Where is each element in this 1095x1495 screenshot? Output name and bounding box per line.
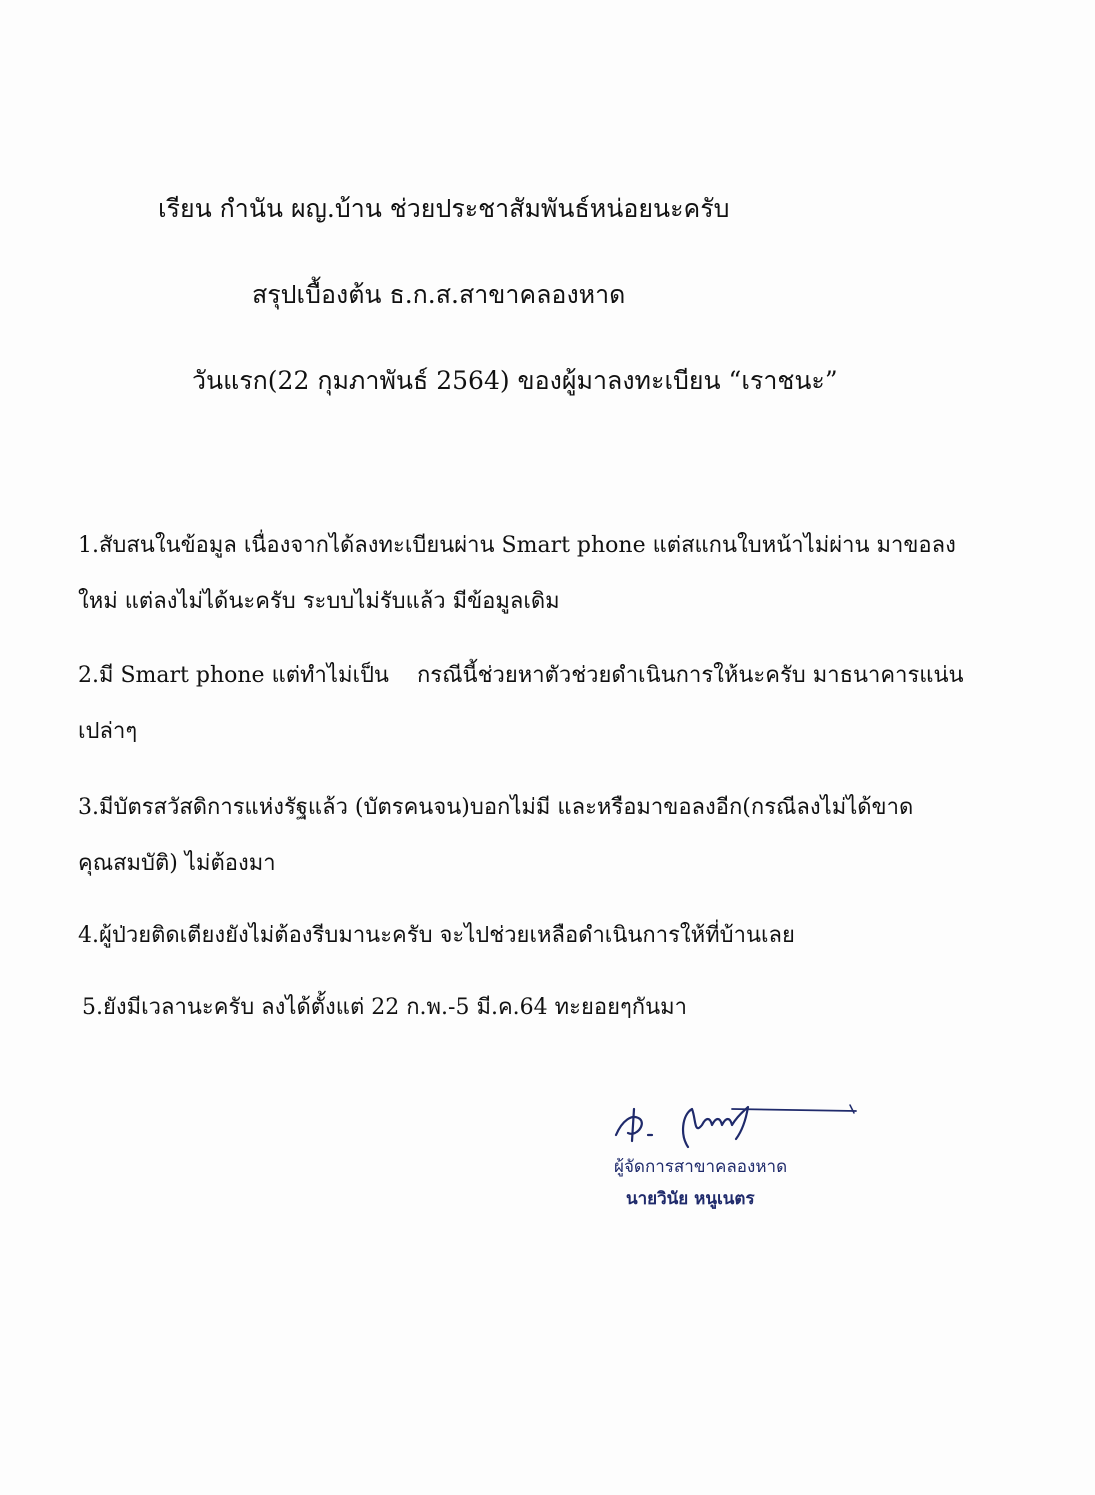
list-item-1-line-2: ใหม่ แต่ลงไม่ได้นะครับ ระบบไม่รับแล้ว มีข้อมูลเดิม [78, 589, 560, 614]
date-heading: วันแรก(22 กุมภาพันธ์ 2564) ของผู้มาลงทะเบียน “เราชนะ” [192, 366, 838, 395]
list-item-2-line-1-part-a: 2.มี Smart phone แต่ทำไม่เป็น [78, 663, 389, 688]
signer-name: นายวินัย หนูเนตร [626, 1189, 755, 1209]
list-item-1-line-1: 1.สับสนในข้อมูล เนื่องจากได้ลงทะเบียนผ่าน Smart phone แต่สแกนใบหน้าไม่ผ่าน มาขอลง [78, 533, 956, 558]
summary-heading: สรุปเบื้องต้น ธ.ก.ส.สาขาคลองหาด [252, 280, 626, 309]
signature-block [600, 1095, 860, 1225]
handwritten-signature [610, 1095, 860, 1153]
list-item-2-line-1 [78, 648, 964, 704]
list-item-3 [78, 780, 958, 892]
signer-title: ผู้จัดการสาขาคลองหาด [614, 1157, 788, 1177]
greeting-line: เรียน กำนัน ผญ.บ้าน ช่วยประชาสัมพันธ์หน่อยนะครับ [158, 194, 730, 223]
list-item-3-line-1: 3.มีบัตรสวัสดิการแห่งรัฐแล้ว (บัตรคนจน)บอกไม่มี และหรือมาขอลงอีก(กรณีลงไม่ได้ขาด [78, 795, 914, 820]
list-item-1 [78, 518, 958, 630]
list-item-2 [78, 648, 964, 760]
list-item-3-line-2: คุณสมบัติ) ไม่ต้องมา [78, 851, 276, 876]
list-item-5 [82, 980, 962, 1036]
list-item-4-line-1: 4.ผู้ป่วยติดเตียงยังไม่ต้องรีบมานะครับ จะไปช่วยเหลือดำเนินการให้ที่บ้านเลย [78, 923, 795, 948]
list-item-2-line-1-part-b: กรณีนี้ช่วยหาตัวช่วยดำเนินการให้นะครับ มาธนาคารแน่น [416, 663, 964, 688]
list-item-5-line-1: 5.ยังมีเวลานะครับ ลงได้ตั้งแต่ 22 ก.พ.-5 มี.ค.64 ทะยอยๆกันมา [82, 995, 687, 1020]
list-item-4 [78, 908, 958, 964]
list-item-2-line-2: เปล่าๆ [78, 719, 138, 744]
